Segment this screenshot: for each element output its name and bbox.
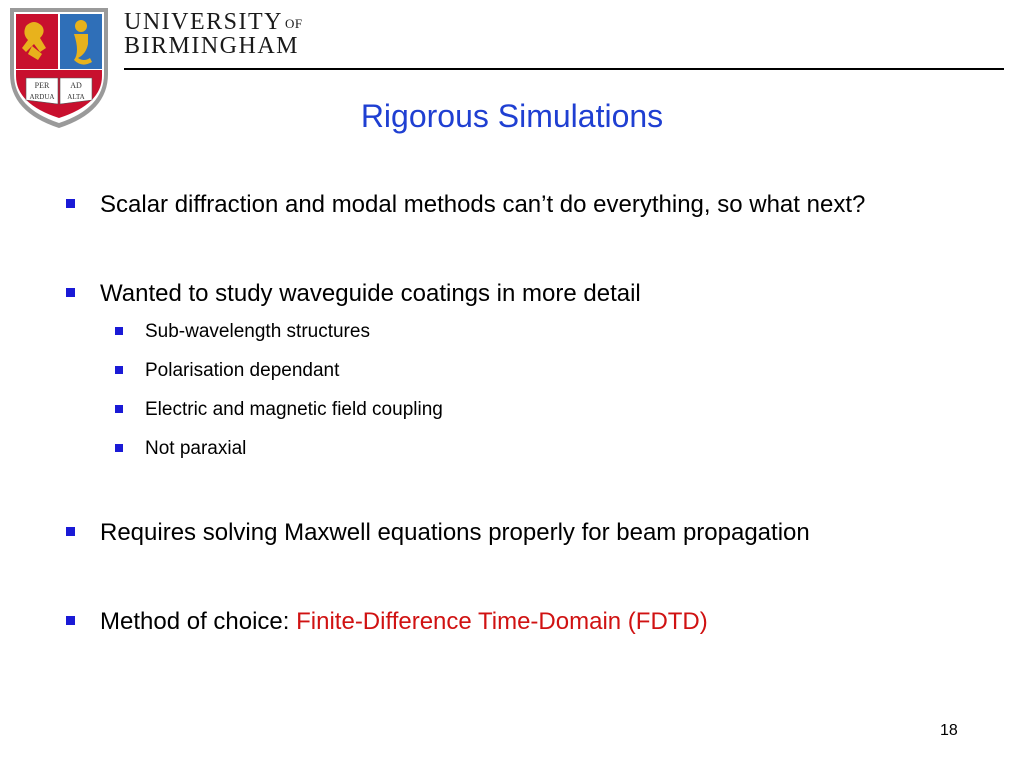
slide-title: Rigorous Simulations bbox=[360, 98, 664, 134]
university-wordmark bbox=[124, 10, 303, 58]
bullet-text-prefix: Method of choice: bbox=[100, 608, 297, 635]
bullet-square-icon bbox=[66, 527, 75, 536]
sub-bullet-item bbox=[60, 351, 980, 390]
crest-motto-ardua: ARDUA bbox=[29, 93, 55, 101]
bullet-square-icon bbox=[66, 616, 75, 625]
crest-motto-ad: AD bbox=[70, 81, 82, 90]
bullet-square-icon bbox=[66, 199, 75, 208]
university-line2: BIRMINGHAM bbox=[124, 33, 300, 59]
bullet-item bbox=[60, 186, 980, 223]
sub-bullet-text: Not paraxial bbox=[145, 438, 247, 459]
sub-bullet-square-icon bbox=[115, 366, 123, 374]
crest-motto-per: PER bbox=[34, 81, 50, 90]
bullet-item bbox=[60, 603, 980, 640]
bullet-text: Scalar diffraction and modal methods can’t do everything, so what next? bbox=[100, 191, 866, 218]
sub-bullet-text: Electric and magnetic field coupling bbox=[145, 399, 443, 420]
bullet-text-highlight: Finite-Difference Time-Domain (FDTD) bbox=[296, 608, 708, 635]
university-of: OF bbox=[285, 16, 303, 31]
page-number: 18 bbox=[940, 722, 958, 739]
crest-motto-alta: ALTA bbox=[67, 93, 85, 101]
bullet-text: Wanted to study waveguide coatings in more detail bbox=[100, 280, 641, 307]
sub-bullet-text: Polarisation dependant bbox=[145, 360, 340, 381]
bullet-item bbox=[60, 514, 980, 551]
sub-bullet-item bbox=[60, 390, 980, 429]
sub-bullet-item bbox=[60, 312, 980, 351]
bullet-item bbox=[60, 275, 980, 312]
bullet-square-icon bbox=[66, 288, 75, 297]
university-line1: UNIVERSITY bbox=[124, 9, 283, 35]
sub-bullet-text: Sub-wavelength structures bbox=[145, 321, 370, 342]
sub-bullet-square-icon bbox=[115, 405, 123, 413]
sub-bullet-item bbox=[60, 429, 980, 468]
slide-content bbox=[60, 186, 980, 640]
header-rule bbox=[124, 68, 1004, 70]
bullet-text: Requires solving Maxwell equations properly for beam propagation bbox=[100, 519, 810, 546]
sub-bullet-square-icon bbox=[115, 327, 123, 335]
sub-bullet-square-icon bbox=[115, 444, 123, 452]
